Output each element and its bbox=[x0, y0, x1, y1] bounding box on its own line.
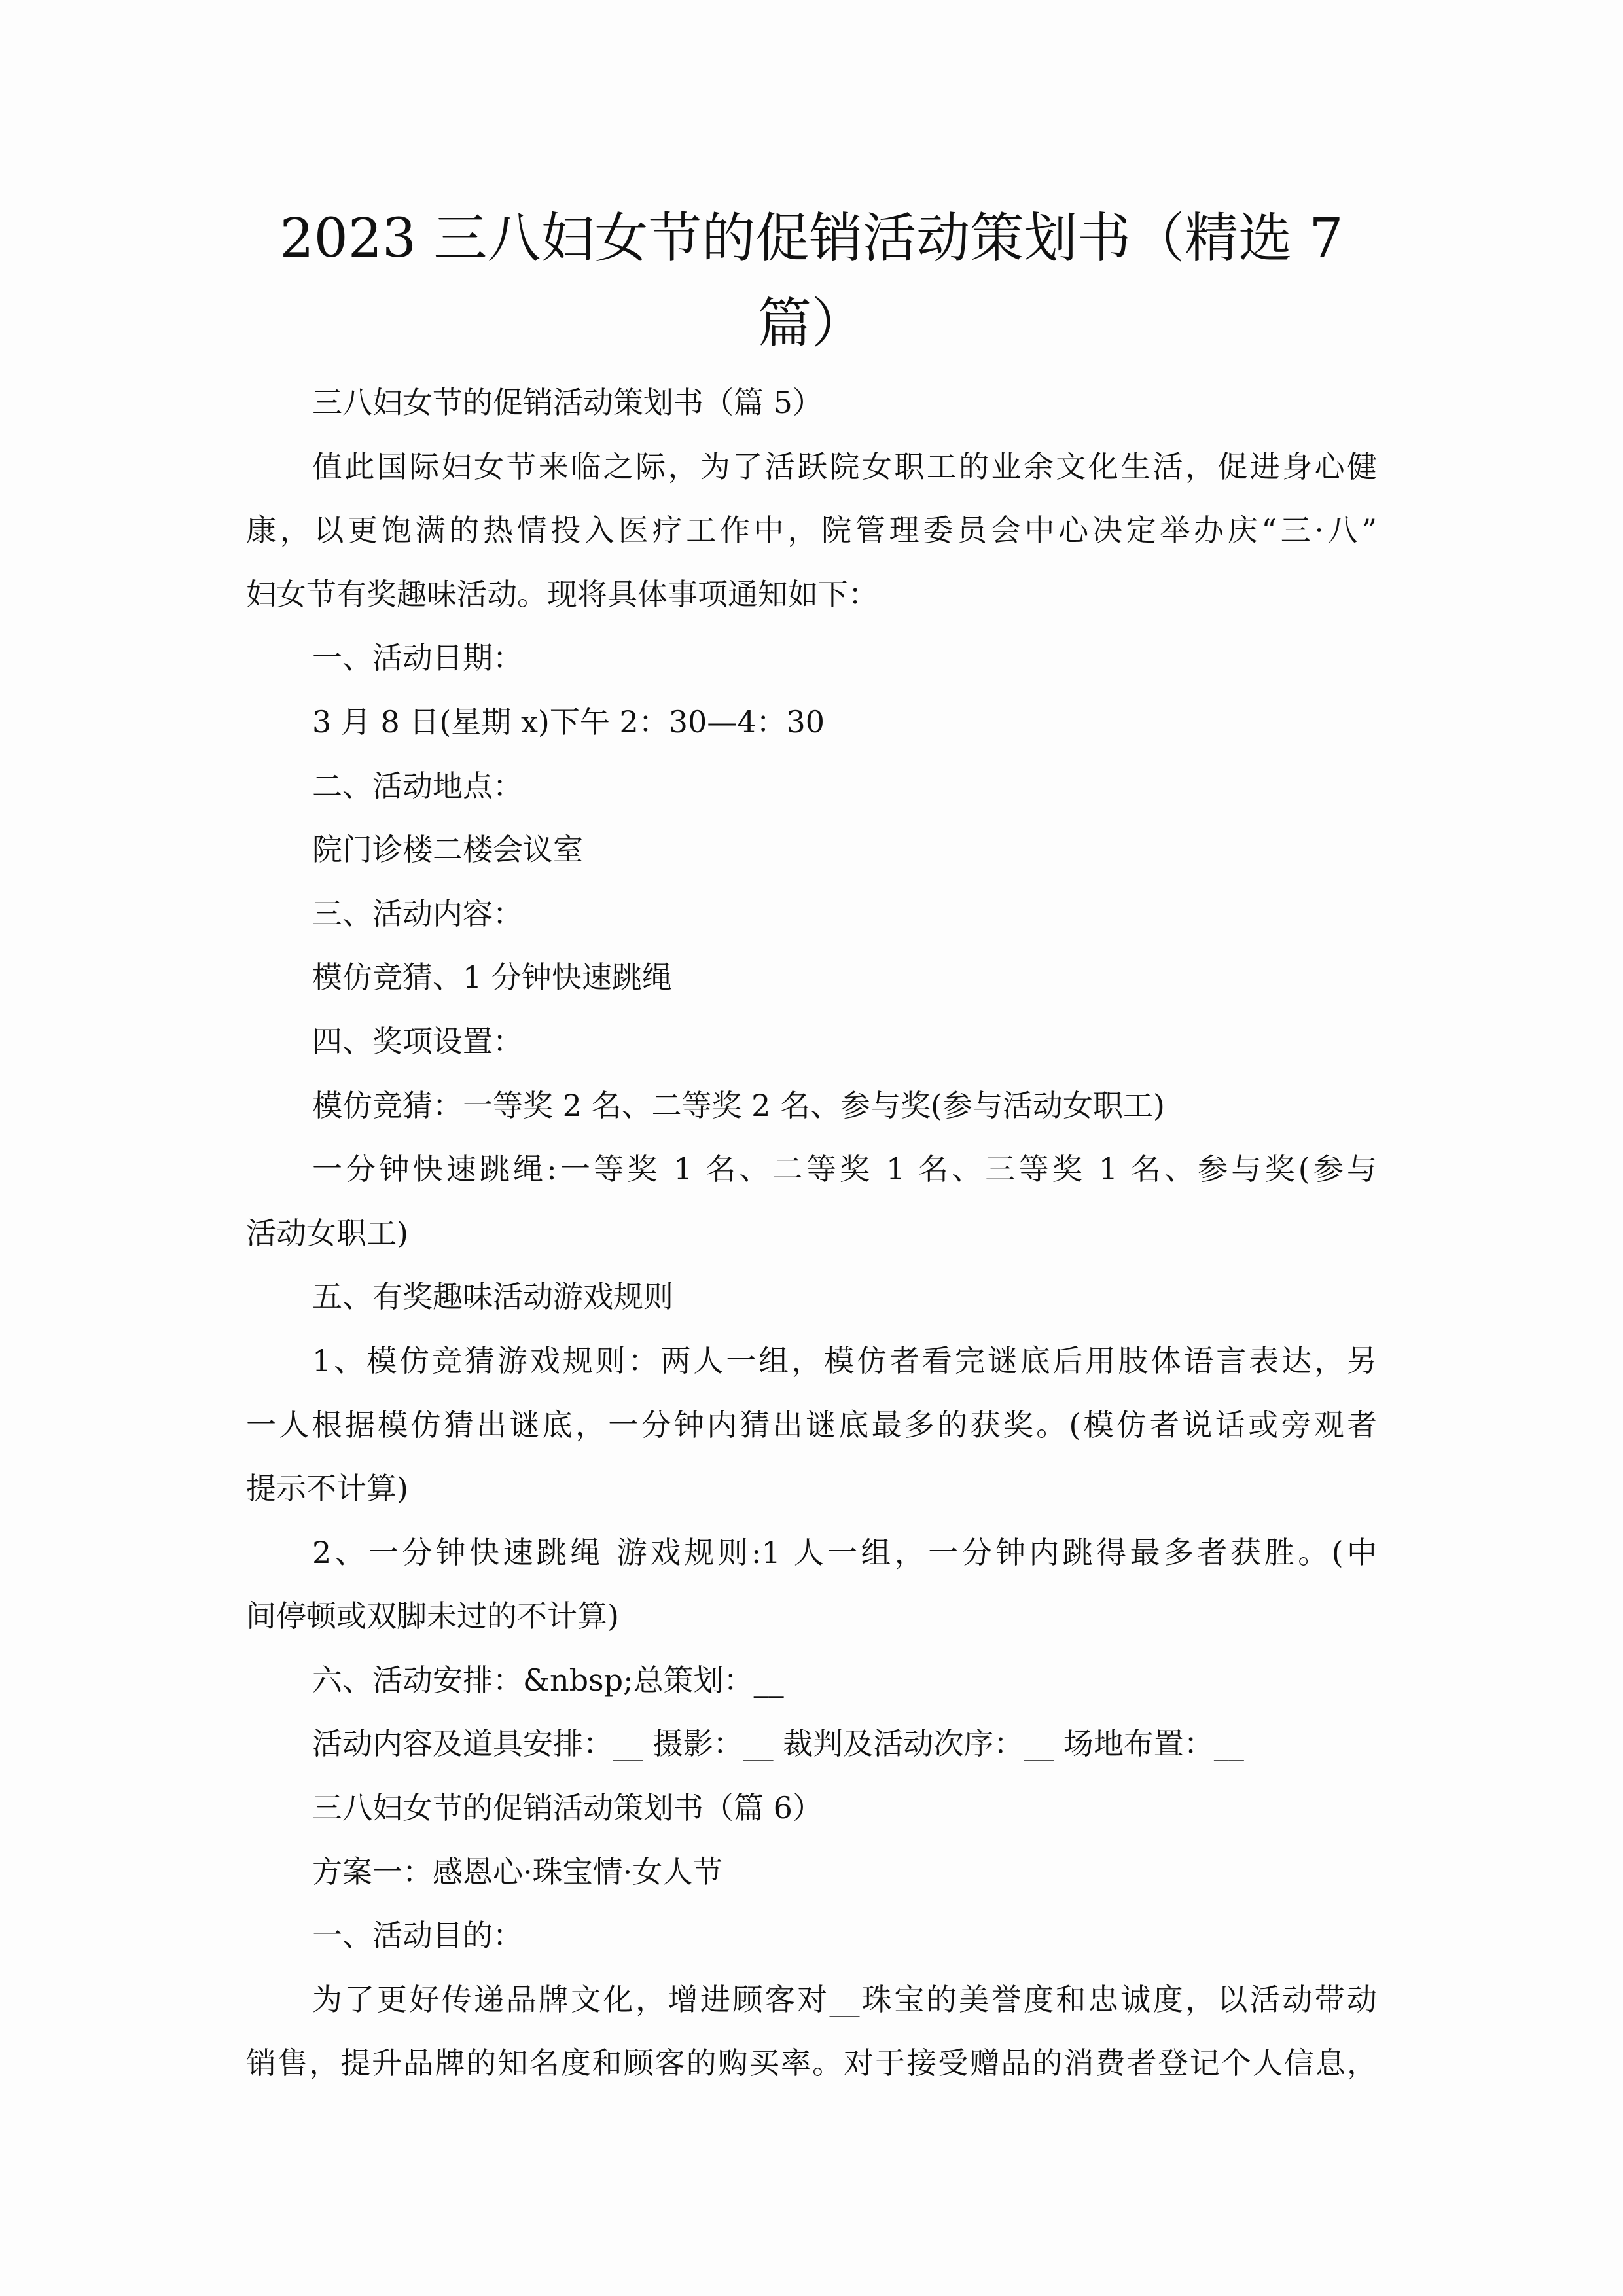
document-body bbox=[246, 371, 1377, 2096]
line-purpose-2: 销售，提升品牌的知名度和顾客的购买率。对于接受赠品的消费者登记个人信息， bbox=[246, 2045, 1377, 2081]
line-heading-purpose: 一、活动目的： bbox=[312, 1918, 523, 1954]
line-purpose-1: 为了更好传递品牌文化，增进顾客对__珠宝的美誉度和忠诚度，以活动带动 bbox=[312, 1981, 1377, 2017]
line-rule-2-b: 间停顿或双脚未过的不计算) bbox=[246, 1598, 619, 1634]
line-heading-arrangement: 六、活动安排：&nbsp;总策划：__ bbox=[312, 1662, 784, 1698]
line-rule-2-a: 2、一分钟快速跳绳 游戏规则:1 人一组，一分钟内跳得最多者获胜。(中 bbox=[312, 1534, 1377, 1570]
line-heading-content: 三、活动内容： bbox=[312, 895, 523, 931]
line-heading-date: 一、活动日期： bbox=[312, 640, 523, 676]
line-awards-rope-1: 一分钟快速跳绳:一等奖 1 名、二等奖 1 名、三等奖 1 名、参与奖(参与 bbox=[312, 1151, 1377, 1187]
line-rule-1-a: 1、模仿竞猜游戏规则：两人一组，模仿者看完谜底后用肢体语言表达，另 bbox=[312, 1342, 1377, 1378]
line-arrangement-roles: 活动内容及道具安排：__ 摄影：__ 裁判及活动次序：__ 场地布置：__ bbox=[312, 1726, 1244, 1762]
line-heading-rules: 五、有奖趣味活动游戏规则 bbox=[312, 1279, 673, 1315]
line-content-value: 模仿竞猜、1 分钟快速跳绳 bbox=[312, 960, 672, 996]
title-line-2: 篇） bbox=[757, 293, 865, 355]
line-location-value: 院门诊楼二楼会议室 bbox=[312, 832, 583, 868]
document-title bbox=[236, 196, 1387, 367]
line-awards-rope-2: 活动女职工) bbox=[246, 1215, 408, 1251]
line-section-heading-5: 三八妇女节的促销活动策划书（篇 5） bbox=[312, 385, 823, 420]
line-plan-one: 方案一：感恩心·珠宝情·女人节 bbox=[312, 1854, 723, 1890]
line-rule-1-b: 一人根据模仿猜出谜底，一分钟内猜出谜底最多的获奖。(模仿者说话或旁观者 bbox=[246, 1407, 1377, 1443]
line-rule-1-c: 提示不计算) bbox=[246, 1471, 408, 1507]
line-heading-awards: 四、奖项设置： bbox=[312, 1023, 523, 1059]
line-heading-location: 二、活动地点： bbox=[312, 768, 523, 804]
line-intro-3: 妇女节有奖趣味活动。现将具体事项通知如下： bbox=[246, 576, 878, 612]
line-section-heading-6: 三八妇女节的促销活动策划书（篇 6） bbox=[312, 1790, 823, 1826]
line-awards-imitation: 模仿竞猜：一等奖 2 名、二等奖 2 名、参与奖(参与活动女职工) bbox=[312, 1087, 1165, 1123]
title-line-1: 2023 三八妇女节的促销活动策划书（精选 7 bbox=[279, 207, 1344, 270]
line-intro-1: 值此国际妇女节来临之际，为了活跃院女职工的业余文化生活，促进身心健 bbox=[312, 448, 1377, 484]
line-date-value: 3 月 8 日(星期 x)下午 2：30—4：30 bbox=[312, 704, 825, 740]
line-intro-2: 康，以更饱满的热情投入医疗工作中，院管理委员会中心决定举办庆“三·八” bbox=[246, 512, 1377, 548]
